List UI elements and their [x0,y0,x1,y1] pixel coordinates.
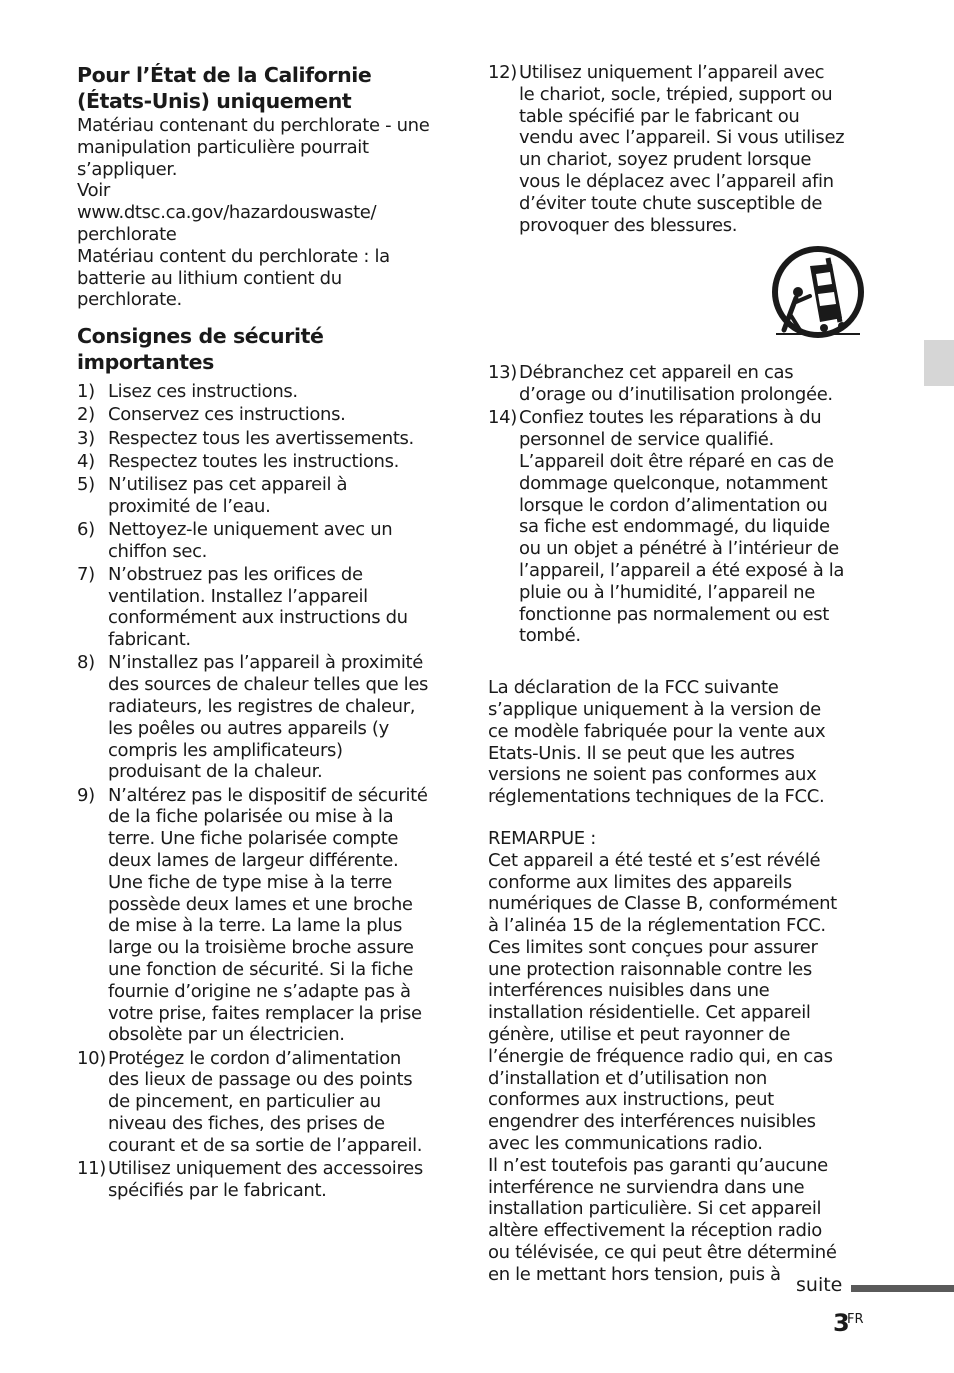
list-item [488,407,870,647]
page-number: 3 [833,1309,850,1337]
list-item [77,381,455,403]
remark-text: Cet appareil a été testé et s’est révélé conforme aux limites des appareils numériques de Classe B, conformément à l’alinéa 15 de la réglementation FCC. Ces limites sont conçues pour assurer une protection raisonnable contre les interférences nuisibles dans une installation résidentielle. Cet appareil génère, utilise et peut rayonner de l’énergie de fréquence radio qui, en cas d’installation et d’utilisation non conformes aux instructions, peut engendrer des interférences nuisibles avec les communications radio. Il n’est toutefois pas garanti qu’aucune interférence ne surviendra dans une installation particulière. Si cet appareil altère effectivement la réception radio ou télévisée, ce qui peut être déterminé en le mettant hors tension, puis à [488,849,837,1285]
item-number: 8) [77,652,95,674]
safety-list-continued [488,62,870,236]
item-number: 6) [77,518,95,540]
left-column [77,62,455,1203]
item-number: 11) [77,1157,106,1179]
item-text: Nettoyez-le uniquement avec un chiffon sec. [108,518,393,562]
item-text: Confiez toutes les réparations à du personnel de service qualifié. L’appareil doit être réparé en cas de dommage quelconque, notamment lorsque le cordon d’alimentation ou sa fiche est endommagé, du liquide ou un objet a pénétré à l’intérieur de l’appareil, l’appareil a été exposé à la pluie ou à l’humidité, l’appareil ne fonctionne pas normalement ou est tombé. [519,407,845,647]
item-number: 12) [488,62,517,83]
item-number: 7) [77,563,95,585]
list-item [77,785,455,1047]
safety-heading: Consignes de sécurité importantes [77,324,324,375]
item-number: 10) [77,1047,106,1069]
item-number: 5) [77,473,95,495]
item-text: Conservez ces instructions. [108,404,346,426]
list-item [77,564,455,651]
item-number: 1) [77,381,95,403]
item-number: 13) [488,362,517,384]
item-text: Respectez toutes les instructions. [108,450,399,472]
fcc-statement: La déclaration de la FCC suivante s’applique uniquement à la version de ce modèle fabriquée pour la vente aux Etats-Unis. Il se peut que les autres versions ne soient pas conformes aux réglementations techniques de la FCC. [488,677,826,808]
item-text: N’obstruez pas les orifices de ventilation. Installez l’appareil conformément aux instructions du fabricant. [108,563,408,651]
item-text: N’utilisez pas cet appareil à proximité de l’eau. [108,473,348,517]
list-item [77,1048,455,1157]
item-text: N’altérez pas le dispositif de sécurité de la fiche polarisée ou mise à la terre. Une fiche polarisée compte deux lames de largeur différente. Une fiche de type mise à la terre possède deux lames et une broche de mise à la terre. La lame la plus large ou la troisième broche assure une fonction de sécurité. Si la fiche fournie d’origine ne s’adapte pas à votre prise, faites remplacer la prise obsolète par un électricien. [108,784,428,1046]
item-number: 4) [77,450,95,472]
list-item [488,362,870,406]
remark-block [488,828,870,1286]
cart-tip-over-warning-icon [770,244,866,340]
list-item [77,652,455,783]
california-heading: Pour l’État de la Californie (États-Unis) uniquement [77,63,372,113]
item-text: Protégez le cordon d’alimentation des lieux de passage ou des points de pincement, en particulier au niveau des fiches, des prises de courant et de sa sortie de l’appareil. [108,1047,423,1156]
item-text: Respectez tous les avertissements. [108,427,414,449]
list-item [77,404,455,426]
item-text: Utilisez uniquement l’appareil avec le chariot, socle, trépied, support ou table spécifié par le fabricant ou vendu avec l’appareil. Si vous utilisez un chariot, soyez prudent lorsque vous le déplacez avec l’appareil afin d’éviter toute chute susceptible de provoquer des blessures. [519,62,845,236]
item-text: N’installez pas l’appareil à proximité des sources de chaleur telles que les radiateurs, les registres de chaleur, les poêles ou autres appareils (y compris les amplificateurs) produisant de la chaleur. [108,652,429,783]
item-number: 14) [488,407,517,429]
item-number: 9) [77,784,95,806]
list-item [77,474,455,518]
list-item [77,1158,455,1202]
cart-warning-figure [488,244,870,352]
item-text: Utilisez uniquement des accessoires spécifiés par le fabricant. [108,1157,423,1201]
california-text: Matériau contenant du perchlorate - une manipulation particulière pourrait s’appliquer. Voir www.dtsc.ca.gov/hazardouswaste/ perchlorate Matériau content du perchlorate : la batterie au lithium contient du perchlorate. [77,115,430,311]
item-text: Débranchez cet appareil en cas d’orage ou d’inutilisation prolongée. [519,362,833,406]
safety-list [77,381,455,1201]
remark-label: REMARPUE : [488,827,596,849]
item-number: 2) [77,404,95,426]
safety-list-continued-2 [488,362,870,647]
list-item [77,428,455,450]
list-item [77,451,455,473]
item-text: Lisez ces instructions. [108,381,298,403]
list-item [77,519,455,563]
continued-label: suite [796,1274,843,1296]
page-language: FR [847,1312,864,1327]
section-side-tab [924,340,954,386]
list-item [488,62,870,236]
continued-bar [851,1285,954,1292]
item-number: 3) [77,427,95,449]
right-column [488,62,870,1286]
